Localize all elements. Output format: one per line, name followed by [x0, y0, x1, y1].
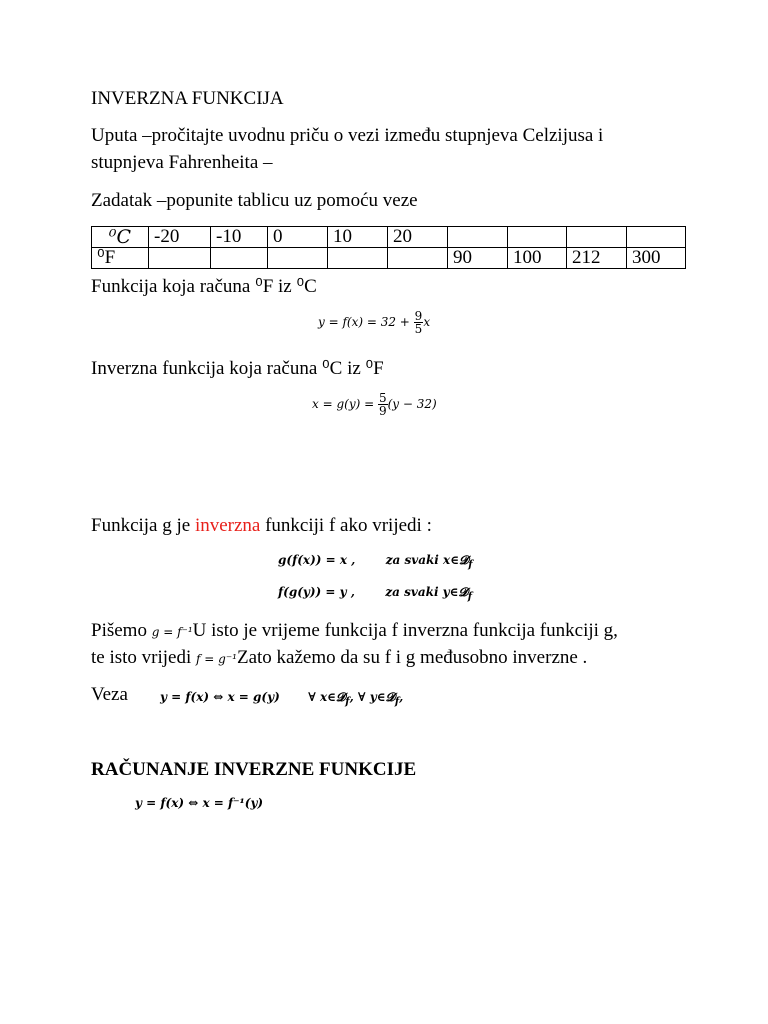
table-cell: 212: [567, 248, 627, 269]
conversion-table: [91, 226, 686, 269]
f-formula-lhs: y = f(x) = 32 +: [318, 315, 414, 329]
p2-rest: Zato kažemo da su f i g međusobno inverzne .: [236, 647, 588, 668]
table-cell: [211, 248, 268, 269]
definition-text: [91, 515, 432, 537]
table-cell: 0: [268, 227, 328, 248]
veza-expr: y = f(x) ⇔ x = g(y): [160, 690, 280, 704]
condition-1-qualifier: za svaki x∈𝓓: [385, 553, 469, 567]
g-formula-rhs: (y − 32): [387, 397, 437, 411]
table-cell: [328, 248, 388, 269]
last-formula: y = f(x) ⇔ x = f⁻¹(y): [135, 796, 264, 810]
table-cell: [388, 248, 448, 269]
veza-label: Veza: [91, 684, 128, 705]
definition-after: funkciji f ako vrijedi :: [260, 515, 432, 536]
veza-quantifier-2: , ∀ y∈𝓓: [349, 690, 395, 704]
definition-highlight: inverzna: [194, 515, 261, 536]
table-cell: [567, 227, 627, 248]
f-formula: [318, 310, 430, 335]
veza-subscript: f: [345, 696, 350, 708]
veza-subscript-2: f: [394, 696, 400, 708]
instruction-line-1: Uputa –pročitajte uvodnu priču o vezi između stupnjeva Celzijusa i: [91, 125, 604, 146]
p2-math: f = g⁻¹: [196, 652, 237, 666]
g-formula: [312, 392, 437, 417]
condition-1-expr: g(f(x)) = x ,: [278, 553, 356, 567]
table-row: [92, 248, 686, 269]
fraction-numerator: 5: [378, 391, 387, 405]
g-formula-fraction: [378, 392, 388, 417]
f-formula-rhs: x: [423, 315, 431, 329]
instruction-line-2: stupnjeva Fahrenheita –: [91, 152, 273, 173]
f-caption: Funkcija koja računa ⁰F iz ⁰C: [91, 276, 317, 297]
g-caption: Inverzna funkcija koja računa ⁰C iz ⁰F: [91, 358, 384, 379]
p1-start: Pišemo: [91, 620, 152, 641]
table-row: [92, 227, 686, 248]
table-cell: 10: [328, 227, 388, 248]
definition-before: Funkcija g je: [91, 515, 195, 536]
row-label-fahrenheit: ⁰F: [92, 248, 149, 269]
table-cell: 20: [388, 227, 448, 248]
table-cell: [268, 248, 328, 269]
g-formula-lhs: x = g(y) =: [312, 397, 378, 411]
table-cell: [508, 227, 567, 248]
f-formula-fraction: [414, 310, 424, 335]
veza-formula: [160, 690, 403, 707]
fraction-numerator: 9: [414, 309, 423, 323]
table-cell: -20: [149, 227, 211, 248]
condition-1: [278, 553, 473, 570]
condition-2-expr: f(g(y)) = y ,: [278, 585, 355, 599]
condition-2: [278, 585, 472, 602]
fraction-denominator: 5: [414, 322, 423, 336]
paragraph-line-2: [91, 647, 587, 669]
table-cell: -10: [211, 227, 268, 248]
table-cell: 300: [627, 248, 686, 269]
veza-end: ,: [399, 690, 404, 704]
paragraph-line-1: [91, 620, 618, 642]
fraction-denominator: 9: [378, 404, 387, 418]
page-title: INVERZNA FUNKCIJA: [91, 88, 284, 109]
condition-1-subscript: f: [468, 559, 473, 571]
table-cell: [627, 227, 686, 248]
veza-quantifier: ∀ x∈𝓓: [308, 690, 346, 704]
condition-2-subscript: f: [467, 591, 473, 603]
p1-rest: U isto je vrijeme funkcija f inverzna funkcija funkciji g,: [192, 620, 618, 641]
table-cell: 100: [508, 248, 567, 269]
p1-math: g = f⁻¹: [151, 625, 193, 639]
condition-2-qualifier: za svaki y∈𝓓: [385, 585, 468, 599]
table-cell: [149, 248, 211, 269]
p2-start: te isto vrijedi: [91, 647, 197, 668]
table-cell: [448, 227, 508, 248]
section-heading: RAČUNANJE INVERZNE FUNKCIJE: [91, 759, 417, 780]
task-text: Zadatak –popunite tablicu uz pomoću veze: [91, 190, 418, 211]
table-cell: 90: [448, 248, 508, 269]
row-label-celsius: ⁰C: [92, 227, 149, 248]
